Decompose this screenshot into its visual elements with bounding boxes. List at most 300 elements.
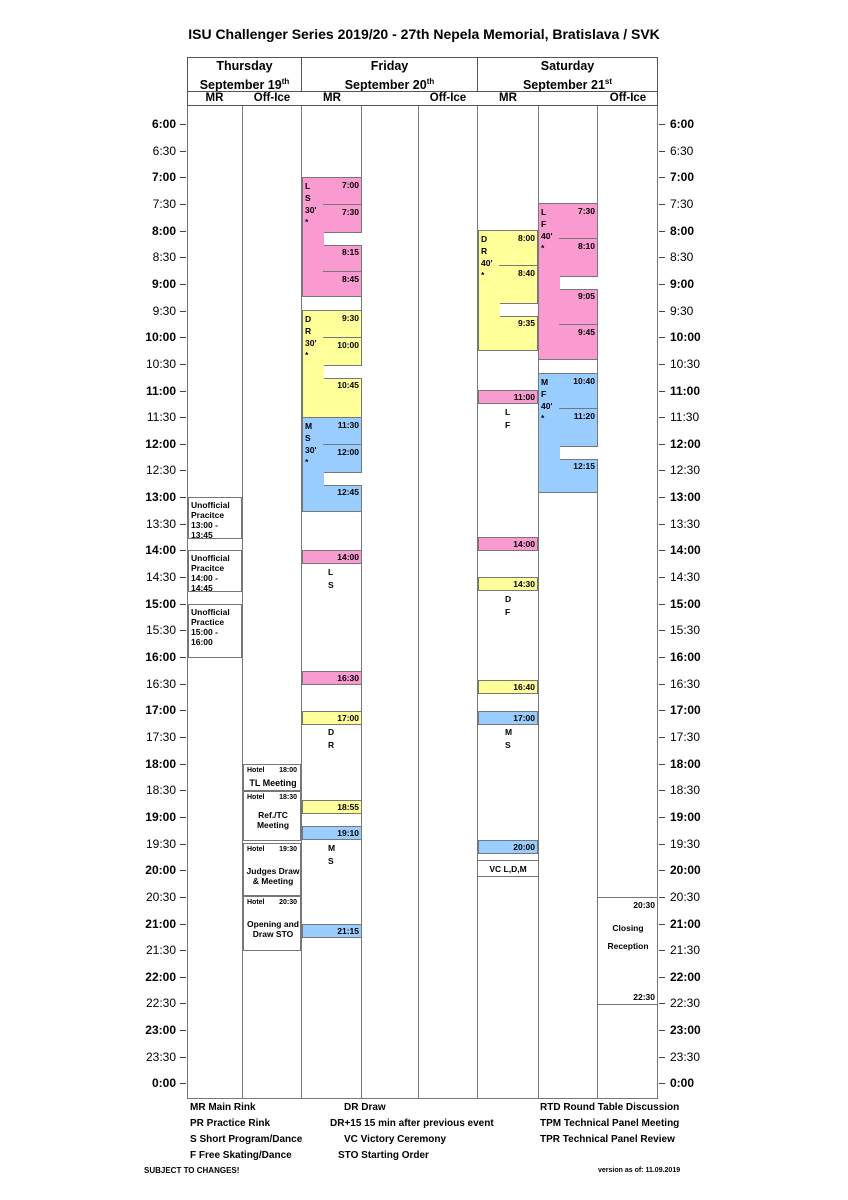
time-label-right: 23:00 (670, 1023, 701, 1038)
time-label-left: 7:30 (152, 196, 176, 211)
time-label-right: 6:30 (670, 143, 694, 158)
time-tick (180, 924, 186, 925)
time-label-right: 13:00 (670, 490, 701, 505)
time-label-right: 17:30 (670, 729, 701, 744)
seg-l3: 40' (541, 401, 553, 411)
time-label-right: 10:00 (670, 330, 701, 345)
group-time: 12:15 (573, 461, 595, 471)
time-label-right: 16:00 (670, 650, 701, 664)
time-tick (180, 897, 186, 898)
time-tick (180, 177, 186, 178)
event-time: 17:00 (337, 713, 359, 723)
meeting-time: 20:30 (279, 899, 297, 906)
time-label-left: 19:30 (145, 836, 176, 851)
time-tick (180, 550, 186, 551)
sat-dr-block (478, 230, 538, 351)
legend-item: DR+15 15 min after previous event (330, 1118, 494, 1129)
sat-event-2000 (478, 840, 538, 854)
time-tick (659, 124, 665, 125)
sat-event-1700 (478, 711, 538, 725)
time-label-right: 11:00 (670, 383, 701, 398)
time-tick (180, 657, 186, 658)
closing-label-1: Closing (612, 923, 644, 933)
time-label-right: 8:00 (670, 223, 695, 238)
legend-item: RTD Round Table Discussion (540, 1102, 680, 1113)
time-tick (180, 764, 186, 765)
time-label-left: 20:30 (145, 889, 176, 904)
time-tick (180, 977, 186, 978)
fri-event-1400 (302, 550, 362, 564)
seg-l1: D (481, 234, 488, 244)
fri-ms-block (302, 417, 362, 512)
time-label-right: 16:30 (670, 676, 701, 691)
time-label-right: 15:00 (670, 596, 701, 611)
time-tick (180, 311, 186, 312)
footer-subject-to-changes: SUBJECT TO CHANGES! (144, 1166, 240, 1175)
group-time: 12:45 (337, 487, 359, 497)
seg-l4: * (541, 243, 545, 253)
time-tick (180, 604, 186, 605)
subheader-mr-fri: MR (323, 92, 341, 104)
closing-label-2: Reception (607, 941, 649, 951)
subheader-office-thu: Off-Ice (253, 92, 291, 104)
time-label-left: 13:30 (145, 516, 176, 531)
group-time: 11:30 (337, 420, 359, 430)
fri-event-2115 (302, 924, 362, 938)
time-tick (659, 950, 665, 951)
sat-victory-ceremony: VC L,D,M (489, 864, 527, 874)
legend-item: MR Main Rink (190, 1102, 256, 1113)
time-label-right: 21:00 (670, 916, 701, 931)
thu-practice-2 (188, 550, 242, 592)
time-tick (659, 444, 665, 445)
time-tick (659, 231, 665, 232)
time-tick (659, 1083, 665, 1084)
time-tick (180, 844, 186, 845)
sat-ms-label-m: M (505, 727, 513, 737)
time-tick (659, 524, 665, 525)
time-tick (659, 710, 665, 711)
group-time: 7:30 (341, 207, 359, 217)
thu-practice-3 (188, 604, 242, 658)
time-label-left: 0:00 (151, 1076, 176, 1091)
time-tick (180, 1057, 186, 1058)
time-label-left: 18:30 (145, 783, 176, 798)
time-tick (180, 1083, 186, 1084)
time-label-right: 22:30 (670, 996, 701, 1011)
time-tick (659, 577, 665, 578)
page-title: ISU Challenger Series 2019/20 - 27th Nepela Memorial, Bratislava / SVK (188, 26, 660, 42)
time-label-left: 17:30 (145, 729, 176, 744)
fri-ls-block (302, 177, 362, 297)
time-tick (659, 817, 665, 818)
time-tick (180, 817, 186, 818)
seg-l4: * (305, 457, 309, 467)
day-name: Saturday (540, 59, 595, 73)
time-tick (659, 604, 665, 605)
seg-l2: F (541, 219, 547, 229)
time-label-left: 13:00 (145, 490, 176, 505)
event-time: 14:30 (513, 579, 535, 589)
time-label-left: 15:00 (145, 596, 176, 611)
seg-l3: 30' (305, 445, 317, 455)
group-time: 10:00 (337, 340, 359, 350)
time-tick (659, 870, 665, 871)
time-label-right: 14:00 (670, 543, 701, 558)
fri-event-1630 (302, 671, 362, 685)
time-label-right: 13:30 (670, 516, 701, 531)
time-tick (659, 1057, 665, 1058)
group-time: 10:45 (337, 380, 359, 390)
time-label-left: 22:30 (145, 996, 176, 1011)
group-time: 9:35 (517, 318, 535, 328)
seg-l1: M (541, 377, 549, 387)
time-tick (659, 897, 665, 898)
sat-event-1400 (478, 537, 538, 551)
time-tick (659, 204, 665, 205)
time-tick (659, 364, 665, 365)
time-tick (180, 577, 186, 578)
time-tick (180, 417, 186, 418)
time-tick (180, 524, 186, 525)
time-tick (180, 737, 186, 738)
legend-item: PR Practice Rink (190, 1118, 271, 1129)
time-label-left: 7:00 (151, 170, 176, 185)
time-label-right: 8:30 (670, 250, 694, 265)
day-date: September 20th (344, 77, 435, 93)
time-label-right: 0:00 (670, 1076, 695, 1091)
seg-l4: * (481, 270, 485, 280)
group-time: 9:30 (341, 313, 359, 323)
group-time: 7:00 (341, 180, 359, 190)
time-label-left: 6:00 (151, 117, 176, 131)
time-label-left: 8:30 (152, 250, 176, 265)
fri-ls-label-l: L (328, 567, 334, 577)
practice-time: 14:00 - 14:45 (191, 573, 218, 593)
sat-df-label-f: F (505, 607, 511, 617)
hotel-label: Hotel (247, 899, 265, 906)
seg-l1: L (305, 181, 311, 191)
event-time: 20:00 (513, 842, 535, 852)
time-tick (659, 497, 665, 498)
group-time: 8:10 (577, 241, 595, 251)
time-label-right: 7:00 (670, 170, 695, 185)
time-label-right: 9:00 (670, 276, 695, 291)
thu-office-judges (243, 843, 301, 896)
grid-bottom-line (187, 1098, 658, 1099)
event-time: 16:40 (513, 682, 535, 692)
time-label-left: 22:00 (145, 969, 176, 984)
closing-start-time: 20:30 (633, 900, 655, 910)
fri-ms-label-m: M (328, 843, 336, 853)
group-time: 8:40 (517, 268, 535, 278)
meeting-label: TL Meeting (249, 778, 297, 788)
time-tick (659, 550, 665, 551)
time-label-right: 19:00 (670, 809, 701, 824)
time-label-right: 10:30 (670, 356, 701, 371)
practice-time: 15:00 - 16:00 (191, 627, 218, 647)
fri-dr-block (302, 310, 362, 418)
time-tick (180, 231, 186, 232)
fri-ls-label-s: S (328, 580, 334, 590)
time-label-right: 21:30 (670, 943, 701, 958)
event-time: 14:00 (513, 539, 535, 549)
sat-df-label-d: D (505, 594, 512, 604)
day-name: Thursday (216, 59, 273, 73)
time-tick (659, 764, 665, 765)
seg-l3: 30' (305, 205, 317, 215)
time-tick (659, 977, 665, 978)
practice-title: Unofficial (191, 500, 230, 510)
time-tick (180, 497, 186, 498)
time-tick (180, 204, 186, 205)
day-date: September 21st (522, 77, 613, 93)
time-label-right: 14:30 (670, 570, 701, 585)
thu-practice-1 (188, 497, 242, 539)
seg-l3: 30' (305, 338, 317, 348)
time-tick (180, 684, 186, 685)
subheader-mr-thu: MR (205, 92, 224, 104)
time-label-left: 11:30 (146, 410, 176, 425)
legend-item: TPR Technical Panel Review (540, 1134, 675, 1145)
time-label-right: 12:30 (670, 463, 701, 478)
hotel-label: Hotel (247, 846, 265, 853)
time-tick (180, 630, 186, 631)
time-tick (180, 124, 186, 125)
seg-l3: 40' (541, 231, 553, 241)
time-label-left: 19:00 (145, 809, 176, 824)
time-label-right: 18:00 (670, 756, 701, 771)
sat-event-1100 (478, 390, 538, 404)
legend-item: STO Starting Order (338, 1150, 429, 1161)
time-tick (180, 337, 186, 338)
time-tick (659, 684, 665, 685)
fri-event-1910 (302, 826, 362, 840)
time-label-right: 22:00 (670, 969, 701, 984)
legend-col-1 (190, 1100, 302, 1164)
time-tick (659, 657, 665, 658)
time-tick (659, 177, 665, 178)
time-label-left: 23:30 (145, 1049, 176, 1064)
grid-column-line (187, 106, 188, 1098)
time-label-right: 19:30 (670, 836, 701, 851)
time-label-right: 15:30 (670, 623, 701, 638)
time-tick (180, 364, 186, 365)
legend-item: DR Draw (344, 1102, 386, 1113)
time-label-left: 10:30 (145, 356, 176, 371)
time-tick (180, 870, 186, 871)
meeting-label: Ref./TC Meeting (256, 810, 290, 830)
time-tick (659, 924, 665, 925)
seg-l1: L (541, 207, 547, 217)
time-label-right: 6:00 (670, 117, 695, 131)
closing-end-time: 22:30 (633, 992, 655, 1002)
time-label-right: 17:00 (670, 703, 701, 718)
legend-item: S Short Program/Dance (190, 1134, 303, 1145)
hotel-label: Hotel (247, 767, 265, 774)
practice-time: 13:00 - 13:45 (191, 520, 218, 540)
time-tick (659, 737, 665, 738)
seg-l1: M (305, 421, 313, 431)
time-label-left: 23:00 (145, 1023, 176, 1038)
time-tick (659, 284, 665, 285)
legend-col-2 (330, 1100, 494, 1164)
time-tick (659, 470, 665, 471)
event-time: 11:00 (513, 392, 535, 402)
time-label-left: 9:00 (151, 276, 176, 291)
time-tick (659, 1030, 665, 1031)
hotel-label: Hotel (247, 794, 265, 801)
legend-item: F Free Skating/Dance (190, 1150, 292, 1161)
time-label-right: 11:30 (670, 410, 700, 425)
time-label-left: 20:00 (145, 863, 176, 878)
sat-lf-block (538, 203, 598, 360)
event-time: 18:55 (337, 802, 359, 812)
seg-l2: S (305, 193, 311, 203)
fri-dr-label-d: D (328, 727, 335, 737)
grid-column-line (418, 106, 419, 1098)
day-name: Friday (370, 59, 409, 73)
time-tick (180, 257, 186, 258)
header-friday (301, 57, 478, 92)
time-tick (180, 470, 186, 471)
time-label-left: 12:30 (145, 463, 176, 478)
subheader-office-sat: Off-Ice (609, 92, 647, 104)
group-time: 7:30 (577, 206, 595, 216)
time-tick (180, 950, 186, 951)
time-label-left: 16:00 (145, 650, 176, 664)
header-saturday (477, 57, 658, 92)
time-label-left: 14:00 (145, 543, 176, 558)
seg-l4: * (305, 350, 309, 360)
seg-l4: * (541, 413, 545, 423)
seg-l3: 40' (481, 258, 493, 268)
time-label-left: 10:00 (145, 330, 176, 345)
time-tick (180, 1003, 186, 1004)
time-tick (180, 391, 186, 392)
meeting-label: Judges Draw & Meeting (246, 866, 300, 886)
time-tick (659, 311, 665, 312)
sat-mf-block (538, 373, 598, 493)
seg-l4: * (305, 217, 309, 227)
day-date: September 19th (199, 77, 290, 93)
time-label-left: 11:00 (145, 383, 176, 398)
header-thursday (187, 57, 302, 92)
time-label-left: 12:00 (145, 436, 176, 451)
event-time: 14:00 (337, 552, 359, 562)
time-tick (180, 1030, 186, 1031)
time-label-right: 23:30 (670, 1049, 701, 1064)
time-tick (659, 337, 665, 338)
seg-l2: S (305, 433, 311, 443)
time-tick (659, 417, 665, 418)
sat-event-1640 (478, 680, 538, 694)
thu-office-ref (243, 791, 301, 841)
thu-office-tl (243, 764, 301, 791)
time-tick (659, 790, 665, 791)
sat-lf-label-f: F (505, 420, 511, 430)
time-label-left: 14:30 (145, 570, 176, 585)
footer-version: version as of: 11.09.2019 (598, 1167, 681, 1174)
fri-ms-label-s: S (328, 856, 334, 866)
sat-ms-label-s: S (505, 740, 511, 750)
time-tick (180, 284, 186, 285)
event-time: 17:00 (513, 713, 535, 723)
group-time: 8:45 (341, 274, 359, 284)
event-time: 19:10 (337, 828, 359, 838)
time-label-left: 16:30 (145, 676, 176, 691)
practice-subtitle: Pracitce (191, 510, 225, 520)
time-tick (659, 844, 665, 845)
seg-l2: R (481, 246, 488, 256)
time-label-right: 20:30 (670, 889, 701, 904)
time-label-left: 8:00 (151, 223, 176, 238)
practice-title: Unofficial (191, 553, 230, 563)
group-time: 11:20 (573, 411, 595, 421)
group-time: 10:40 (573, 376, 595, 386)
group-time: 8:15 (341, 247, 359, 257)
practice-subtitle: Pracitce (191, 563, 225, 573)
time-label-right: 18:30 (670, 783, 701, 798)
time-label-right: 12:00 (670, 436, 701, 451)
time-tick (180, 444, 186, 445)
time-label-left: 21:00 (145, 916, 176, 931)
group-time: 9:45 (577, 327, 595, 337)
time-tick (180, 151, 186, 152)
meeting-time: 19:30 (279, 846, 297, 853)
subheader-mr-sat: MR (499, 92, 517, 104)
time-tick (659, 630, 665, 631)
group-time: 12:00 (337, 447, 359, 457)
time-label-left: 9:30 (152, 303, 176, 318)
time-label-left: 6:30 (152, 143, 176, 158)
legend-item: TPM Technical Panel Meeting (540, 1118, 680, 1129)
time-label-right: 20:00 (670, 863, 701, 878)
time-tick (180, 790, 186, 791)
practice-title: Unofficial (191, 607, 230, 617)
time-label-right: 7:30 (670, 196, 694, 211)
sat-lf-label-l: L (505, 407, 511, 417)
practice-subtitle: Practice (191, 617, 225, 627)
time-label-left: 15:30 (145, 623, 176, 638)
event-time: 21:15 (337, 926, 359, 936)
meeting-time: 18:00 (279, 767, 297, 774)
meeting-label: Opening and Draw STO (247, 919, 299, 939)
group-time: 8:00 (517, 233, 535, 243)
time-tick (659, 391, 665, 392)
sat-event-1430 (478, 577, 538, 591)
fri-event-1855 (302, 800, 362, 814)
seg-l2: R (305, 326, 312, 336)
time-label-left: 17:00 (145, 703, 176, 718)
legend-col-3 (540, 1100, 679, 1148)
fri-dr-label-r: R (328, 740, 335, 750)
seg-l1: D (305, 314, 312, 324)
thu-office-opening (243, 896, 301, 951)
time-tick (659, 151, 665, 152)
group-time: 9:05 (577, 291, 595, 301)
time-label-left: 18:00 (145, 756, 176, 771)
event-time: 16:30 (337, 673, 359, 683)
seg-l2: F (541, 389, 547, 399)
time-tick (180, 710, 186, 711)
subheader-office-fri: Off-Ice (429, 92, 467, 104)
time-label-right: 9:30 (670, 303, 694, 318)
time-tick (659, 257, 665, 258)
legend-item: VC Victory Ceremony (344, 1134, 447, 1145)
meeting-time: 18:30 (279, 794, 297, 801)
fri-event-1700 (302, 711, 362, 725)
